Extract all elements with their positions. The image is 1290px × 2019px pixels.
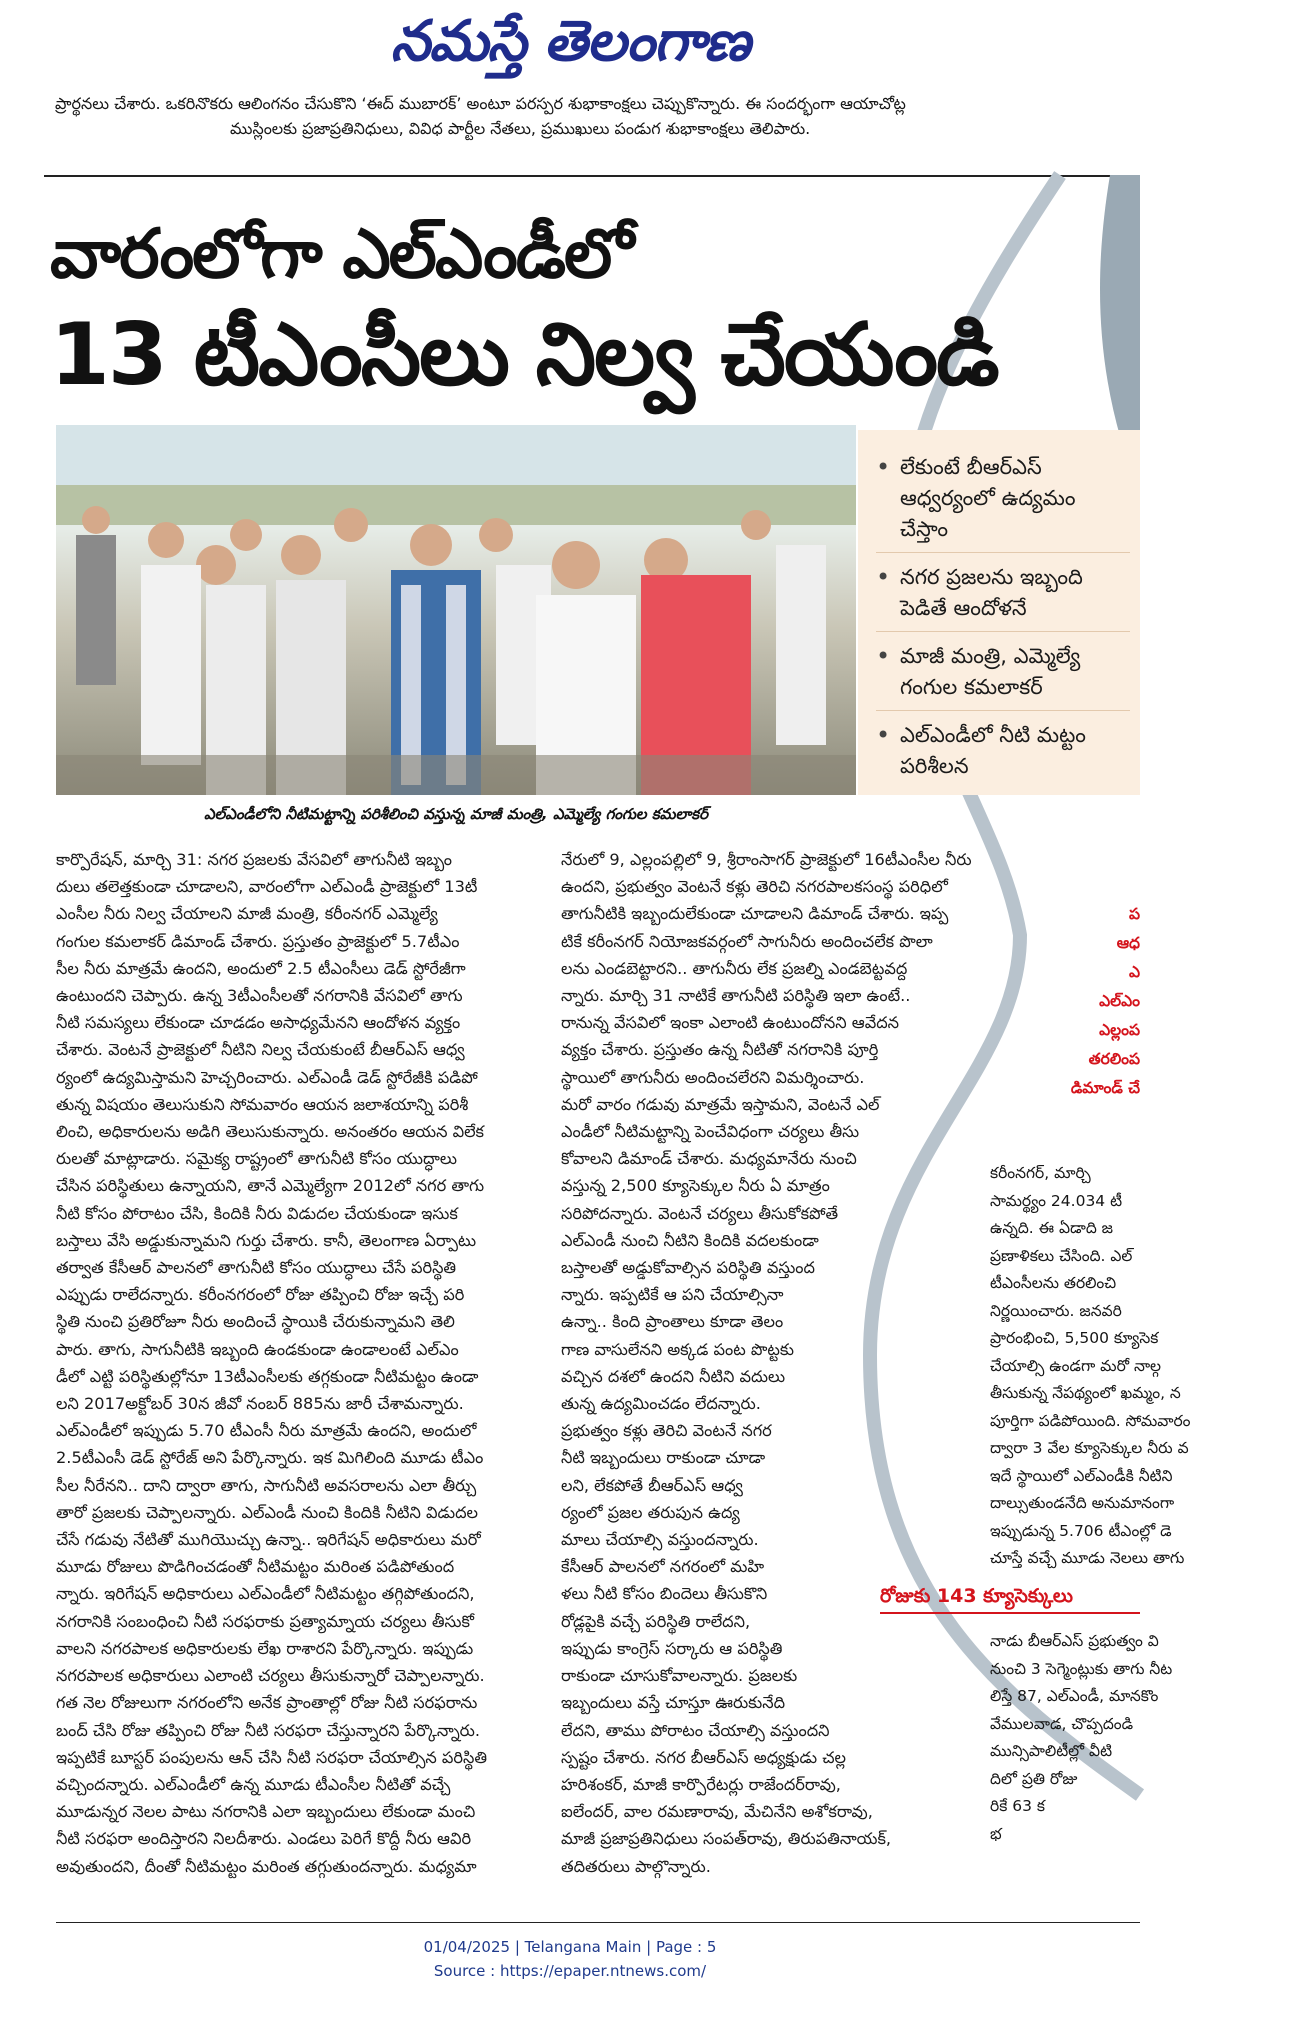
article-line: మూడున్నర నెలల పాటు నగరానికి ఎలా ఇబ్బందులు లేకుండా మంచి: [56, 1802, 476, 1822]
article-line: లించి, అధికారులను అడిగి తెలుసుకున్నారు. అనంతరం ఆయన విలేక: [56, 1122, 485, 1142]
article-line: రోడ్లపైకి వచ్చే పరిస్థితి రాలేదని,: [561, 1611, 751, 1631]
highlight-item: [876, 720, 1130, 789]
article-line: నీటి సమస్యలు లేకుండా చూడడం అసాధ్యమేనని ఆందోళన వ్యక్తం: [56, 1013, 461, 1033]
article-line: 2.5టీఎంసీ డెడ్ స్టోరేజ్ అని పేర్కొన్నారు. ఇక మిగిలింది మూడు టీఎం: [56, 1448, 484, 1468]
article-line: లని, లేకపోతే బీఆర్ఎస్ ఆధ్వ: [561, 1475, 743, 1495]
crowd-illustration: [56, 425, 856, 795]
side-red-line: ఆధ: [1116, 934, 1140, 952]
bullet-icon: •: [876, 721, 891, 749]
side-line: ఇదే స్థాయిలో ఎల్ఎండీకి నీటిని: [990, 1466, 1173, 1485]
article-line: వ్యక్తం చేశారు. ప్రస్తుతం ఉన్న నీటితో నగరానికి పూర్తి: [561, 1040, 879, 1060]
side-line: నాడు బీఆర్ఎస్ ప్రభుత్వం వి: [990, 1632, 1159, 1650]
side-line: వేములవాడ, చొప్పదండి: [990, 1714, 1134, 1733]
article-line: నీటి సరఫరా అందిస్తారని నిలదీశారు. ఎండలు పెరిగే కొద్దీ నీరు ఆవిరి: [56, 1829, 472, 1849]
article-line: ఉన్నా.. కింది ప్రాంతాలు కూడా తెలం: [561, 1312, 784, 1332]
article-line: చేసిన పరిస్థితులు ఉన్నాయని, తానే ఎమ్మెల్యేగా 2012లో నగర తాగు: [56, 1176, 485, 1196]
article-line: తున్న ఉద్యమించడం లేదన్నారు.: [561, 1394, 761, 1414]
article-line: నేరులో 9, ఎల్లంపల్లిలో 9, శ్రీరాంసాగర్ ప్రాజెక్టులో 16టీఎంసీల నీరు: [561, 850, 972, 869]
news-photo: [56, 425, 856, 795]
side-story-body: [990, 1160, 1191, 1573]
highlight-text: లేకుంటే బీఆర్ఎస్ ఆధ్వర్యంలో ఉద్యమం చేస్తాం: [900, 455, 1076, 541]
article-line: నగరపాలక అధికారులు ఎలాంటి చర్యలు తీసుకున్నారో చెప్పాలన్నారు.: [56, 1666, 485, 1686]
article-line: ఇప్పటికే బూస్టర్ పంపులను ఆన్ చేసి నీటి సరఫరా చేయాల్సిన పరిస్థితి: [56, 1747, 488, 1767]
article-line: టికే కరీంనగర్ నియోజకవర్గంలో సాగునీరు అందించలేక పొలా: [561, 931, 933, 951]
side-red-line: ఎల్లంప: [1099, 1021, 1140, 1039]
article-line: ఇప్పుడు కాంగ్రెస్ సర్కారు ఆ పరిస్థితి: [561, 1638, 783, 1658]
article-line: మాజీ ప్రజాప్రతినిధులు సంపత్‌రావు, తిరుపతినాయక్,: [561, 1829, 892, 1849]
article-line: చేసే గడువు నేటితో ముగియొచ్చు ఉన్నా.. ఇరిగేషన్ అధికారులు మరో: [56, 1530, 481, 1550]
article-line: ఎంసీల నీరు నిల్వ చేయాలని మాజీ మంత్రి, కరీంనగర్ ఎమ్మెల్యే: [56, 904, 438, 924]
side-line: టీఎంసీలను తరలించి: [990, 1274, 1117, 1292]
article-line: తున్న విషయం తెలుసుకుని సోమవారం ఆయన జలాశయాన్ని పరిశీ: [56, 1094, 469, 1114]
headline-line-1: వారంలోగా ఎల్ఎండీలో: [50, 215, 633, 294]
article-line: వచ్చిందన్నారు. ఎల్ఎండీలో ఉన్న మూడు టీఎంసీల నీటితో వచ్చే: [56, 1774, 451, 1794]
side-line: దాల్సుతుండనేది అనుమానంగా: [990, 1494, 1175, 1512]
article-line: వాలని నగరపాలక అధికారులకు లేఖ రాశారని పేర్కొన్నారు. ఇప్పుడు: [56, 1638, 474, 1658]
article-line: మాలు చేయాల్సి వస్తుందన్నారు.: [561, 1530, 759, 1550]
article-line: రానున్న వేసవిలో ఇంకా ఎలాంటి ఉంటుందోనని ఆవేదన: [561, 1013, 899, 1033]
side-line: ప్రణాళికలు చేసింది. ఎల్: [990, 1246, 1133, 1265]
article-line: తదితరులు పాల్గొన్నారు.: [561, 1856, 711, 1876]
article-line: ఎండీలో నీటిమట్టాన్ని పెంచేవిధంగా చర్యలు తీసు: [561, 1122, 860, 1142]
article-line: కేసీఆర్ పాలనలో నగరంలో మహి: [561, 1557, 765, 1577]
article-line: తారో ప్రజలకు చెప్పాలన్నారు. ఎల్ఎండీ నుంచి కిందికి నీటిని విడుదల: [56, 1502, 479, 1522]
side-red-line: డిమాండ్ చే: [1070, 1079, 1140, 1097]
highlight-text: నగర ప్రజలను ఇబ్బంది పెడితే ఆందోళనే: [900, 565, 1083, 620]
side-line: ఉన్నది. ఈ ఏడాది జ: [990, 1219, 1114, 1237]
article-line: లేదని, తాము పోరాటం చేయాల్సి వస్తుందని: [561, 1720, 830, 1740]
highlight-item: [876, 562, 1130, 632]
article-line: సరిపోదన్నారు. వెంటనే చర్యలు తీసుకోకపోతే: [561, 1203, 839, 1223]
side-subhead-underline: [880, 1612, 1140, 1614]
article-line: తాగునీటికి ఇబ్బందులేకుండా చూడాలని డిమాండ్ చేశారు. ఇప్ప: [561, 904, 949, 924]
side-line: రికే 63 క: [990, 1797, 1045, 1815]
article-line: నీటి ఇబ్బందులు రాకుండా చూడా: [561, 1448, 766, 1468]
article-line: స్థితి నుంచి ప్రతిరోజూ నీరు అందించే స్థాయికి చేరుకున్నామని తెలి: [56, 1312, 455, 1332]
side-line: దిలో ప్రతి రోజు: [990, 1769, 1078, 1788]
photo-caption: ఎల్ఎండీలోని నీటిమట్టాన్ని పరిశీలించి వస్తున్న మాజీ మంత్రి, ఎమ్మెల్యే గంగుల కమలాకర్: [203, 805, 709, 823]
article-line: బస్తాలతో అడ్డుకోవాల్సిన పరిస్థితి వస్తుంద: [561, 1258, 815, 1278]
article-line: నీటి కోసం పోరాటం చేసి, కిందికి నీరు విడుదల చేయకుండా ఇసుక: [56, 1203, 458, 1223]
article-column-1: [56, 846, 556, 1880]
footer-source-link[interactable]: Source : https://epaper.ntnews.com/: [433, 1962, 707, 1980]
bullet-icon: •: [876, 563, 891, 591]
article-line: ఎల్ఎండీలో ఇప్పుడు 5.70 టీఎంసీ నీరు మాత్రమే ఉందని, అందులో: [56, 1421, 477, 1441]
article-line: వస్తున్న 2,500 క్యూసెక్కుల నీరు ఏ మాత్రం: [561, 1176, 830, 1196]
headline-line-2: 13 టీఎంసీలు నిల్వ చేయండి: [50, 305, 998, 405]
article-line: లను ఎండబెట్టారని.. తాగునీరు లేక ప్రజల్ని ఎండబెట్టవద్ద: [561, 958, 908, 978]
article-line: ళలు నీటి కోసం బిందెలు తీసుకొని: [561, 1584, 768, 1604]
article-line: వచ్చిన దశలో ఉందని నీటిని వదులు: [561, 1366, 786, 1386]
article-line: బంద్ చేసి రోజు తప్పించి రోజు నీటి సరఫరా చేస్తున్నారని పేర్కొన్నారు.: [56, 1720, 481, 1740]
article-line: బస్తాలు వేసి అడ్డుకున్నామని గుర్తు చేశారు. కానీ, తెలంగాణ ఏర్పాటు: [56, 1230, 477, 1250]
article-line: అవుతుందని, దీంతో నీటిమట్టం మరింత తగ్గుతుందన్నారు. మధ్యమా: [56, 1856, 477, 1876]
article-line: స్థాయిలో తాగునీరు అందించలేరని విమర్శించారు.: [561, 1067, 865, 1087]
article-line: ఉందని, ప్రభుత్వం వెంటనే కళ్లు తెరిచి నగరపాలకసంస్థ పరిధిలో: [561, 877, 948, 897]
article-line: గత నెల రోజులుగా నగరంలోని అనేక ప్రాంతాల్లో రోజు నీటి సరఫరాను: [56, 1693, 478, 1713]
article-line: ఇబ్బందులు వస్తే చూస్తూ ఊరుకునేది: [561, 1693, 786, 1713]
side-line: నుంచి 3 సెగ్మెంట్లుకు తాగు నీట: [990, 1659, 1173, 1678]
article-line: న్నారు. మార్చి 31 నాటికే తాగునీటి పరిస్థితి ఇలా ఉంటే..: [561, 986, 911, 1006]
article-line: ర్యంలో ప్రజల తరుపున ఉద్య: [561, 1502, 740, 1522]
article-line: సీల నీరేనని.. దాని ద్వారా తాగు, సాగునీటి అవసరాలను ఎలా తీర్చు: [56, 1475, 477, 1495]
bullet-icon: •: [876, 453, 891, 481]
bullet-icon: •: [876, 642, 891, 670]
bottom-rule: [56, 1922, 1140, 1923]
side-red-line: ఎ: [1128, 963, 1140, 981]
article-line: దులు తలెత్తకుండా చూడాలని, వారంలోగా ఎల్ఎండీ ప్రాజెక్టులో 13టీ: [56, 877, 478, 897]
side-line: ప్రారంభించి, 5,500 క్యూసెక: [990, 1329, 1159, 1347]
side-subhead: రోజుకు 143 క్యూసెక్కులు: [880, 1585, 1073, 1607]
article-line: రులతో మాట్లాడారు. సమైక్య రాష్ట్రంలో తాగునీటి కోసం యుద్ధాలు: [56, 1149, 457, 1169]
highlight-item: [876, 452, 1130, 553]
side-line: మున్సిపాలిటీల్లో వీటి: [990, 1742, 1113, 1760]
side-red-line: ప: [1128, 905, 1140, 923]
side-line: ద్వారా 3 వేల క్యూసెక్కుల నీరు వ: [990, 1439, 1189, 1457]
side-line: కరీంనగర్, మార్చి: [990, 1164, 1091, 1182]
article-line: ర్యంలో ఉద్యమిస్తామని హెచ్చరించారు. ఎల్ఎండీ డెడ్ స్టోరేజీకి పడిపో: [56, 1067, 478, 1087]
article-line: లని 2017అక్టోబర్ 30న జీవో నంబర్ 885ను జారీ చేశామన్నారు.: [56, 1394, 464, 1414]
side-story-red-lines: [1060, 900, 1140, 1103]
article-line: పారు. తాగు, సాగునీటికి ఇబ్బంది ఉండకుండా ఉండాలంటే ఎల్ఎం: [56, 1339, 459, 1359]
article-line: ప్రభుత్వం కళ్లు తెరిచి వెంటనే నగర: [561, 1421, 772, 1441]
article-line: న్నారు. ఇప్పటికే ఆ పని చేయాల్సినా: [561, 1285, 784, 1305]
highlight-item: [876, 641, 1130, 711]
side-line: చేయాల్సి ఉండగా మరో నాల్గ: [990, 1356, 1162, 1375]
article-line: న్నారు. ఇరిగేషన్ అధికారులు ఎల్ఎండీలో నీటిమట్టం తగ్గిపోతుందని,: [56, 1584, 475, 1604]
footer-date-line: 01/04/2025 | Telangana Main | Page : 5: [423, 1938, 717, 1956]
tease-line-1: ప్రార్థనలు చేశారు. ఒకరినొకరు ఆలింగనం చేసుకొని ‘ఈద్ ముబారక్’ అంటూ పరస్పర శుభాకాంక్షలు చెప్పుకొన్నారు. ఈ సందర్భంగా ఆయాచోట్ల: [55, 94, 906, 113]
side-line: ఇప్పుడున్న 5.706 టీఎంల్లో డె: [990, 1521, 1172, 1540]
side-line: లిస్తే 87, ఎల్ఎండీ, మానకొం: [990, 1687, 1159, 1705]
side-story-body-2: [990, 1628, 1173, 1848]
side-line: తీసుకున్న నేపథ్యంలో ఖమ్మం, న: [990, 1384, 1181, 1402]
article-line: కార్పొరేషన్, మార్చి 31: నగర ప్రజలకు వేసవిలో తాగునీటి ఇబ్బం: [56, 850, 452, 869]
article-line: ఎల్ఎండీ నుంచి నీటిని కిందికి వదలకుండా: [561, 1230, 819, 1250]
article-line: హరిశంకర్, మాజీ కార్పొరేటర్లు రాజేందర్‌రావు,: [561, 1774, 841, 1794]
article-line: ఐలేందర్, వాల రమణారావు, మేచినేని అశోకరావు,: [561, 1802, 873, 1822]
article-column-2: [561, 846, 1051, 1880]
article-line: చేశారు. వెంటనే ప్రాజెక్టులో నీటిని నిల్వ చేయకుంటే బీఆర్ఎస్ ఆధ్వ: [56, 1040, 465, 1060]
side-red-line: తరలింప: [1088, 1050, 1140, 1068]
tease-line-2: ముస్లింలకు ప్రజాప్రతినిధులు, వివిధ పార్టీల నేతలు, ప్రముఖులు పండుగ శుభాకాంక్షలు తెలిపారు.: [230, 119, 811, 138]
article-line: ఎప్పుడు రాలేదన్నారు. కరీంనగరంలో రోజు తప్పించి రోజు ఇచ్చే పరి: [56, 1285, 465, 1305]
article-line: నగరానికి సంబంధించి నీటి సరఫరాకు ప్రత్యామ్నాయ చర్యలు తీసుకో: [56, 1611, 474, 1631]
highlights-box: [858, 430, 1140, 795]
highlights-list: [858, 430, 1140, 789]
article-line: ఉంటుందని చెప్పారు. ఉన్న 3టీఎంసీలతో నగరానికి వేసవిలో తాగు: [56, 986, 463, 1006]
highlight-text: మాజీ మంత్రి, ఎమ్మెల్యే గంగుల కమలాకర్: [900, 644, 1081, 699]
side-line: పూర్తిగా పడిపోయింది. సోమవారం: [990, 1411, 1191, 1430]
article-line: కోవాలని డిమాండ్ చేశారు. మధ్యమానేరు నుంచి: [561, 1149, 857, 1169]
article-line: డీలో ఎట్టి పరిస్థితుల్లోనూ 13టీఎంసీలకు తగ్గకుండా నీటిమట్టం ఉండా: [56, 1366, 479, 1386]
side-line: చూస్తే వచ్చే మూడు నెలలు తాగు: [990, 1549, 1185, 1567]
side-red-line: ఎల్ఎం: [1099, 992, 1140, 1010]
side-line: సామర్థ్యం 24.034 టీ: [990, 1191, 1123, 1210]
article-line: గాణ వాసులేనని అక్కడ పంట పొట్టకు: [561, 1339, 794, 1359]
article-line: మరో వారం గడువు మాత్రమే ఇస్తామని, వెంటనే ఎల్: [561, 1094, 880, 1114]
article-line: మూడు రోజులు పొడిగించడంతో నీటిమట్టం మరింత పడిపోతుంద: [56, 1557, 455, 1577]
side-line: నిర్ణయించారు. జనవరి: [990, 1301, 1122, 1320]
article-line: తర్వాత కేసీఆర్ పాలనలో తాగునీటి కోసం యుద్ధాలు చేసే పరిస్థితి: [56, 1258, 457, 1278]
article-line: రాకుండా చూసుకోవాలన్నారు. ప్రజలకు: [561, 1666, 798, 1686]
side-line: భ: [990, 1824, 1002, 1843]
article-line: సీల నీరు మాత్రమే ఉందని, అందులో 2.5 టీఎంసీలు డెడ్ స్టోరేజీగా: [56, 958, 466, 978]
newspaper-masthead: నమస్తే తెలంగాణ: [390, 8, 750, 74]
article-line: గంగుల కమలాకర్ డిమాండ్ చేశారు. ప్రస్తుతం ప్రాజెక్టులో 5.7టీఎం: [56, 931, 460, 951]
article-line: స్పష్టం చేశారు. నగర బీఆర్ఎస్ అధ్యక్షుడు చల్ల: [561, 1747, 846, 1767]
highlight-text: ఎల్ఎండీలో నీటి మట్టం పరిశీలన: [900, 723, 1086, 778]
